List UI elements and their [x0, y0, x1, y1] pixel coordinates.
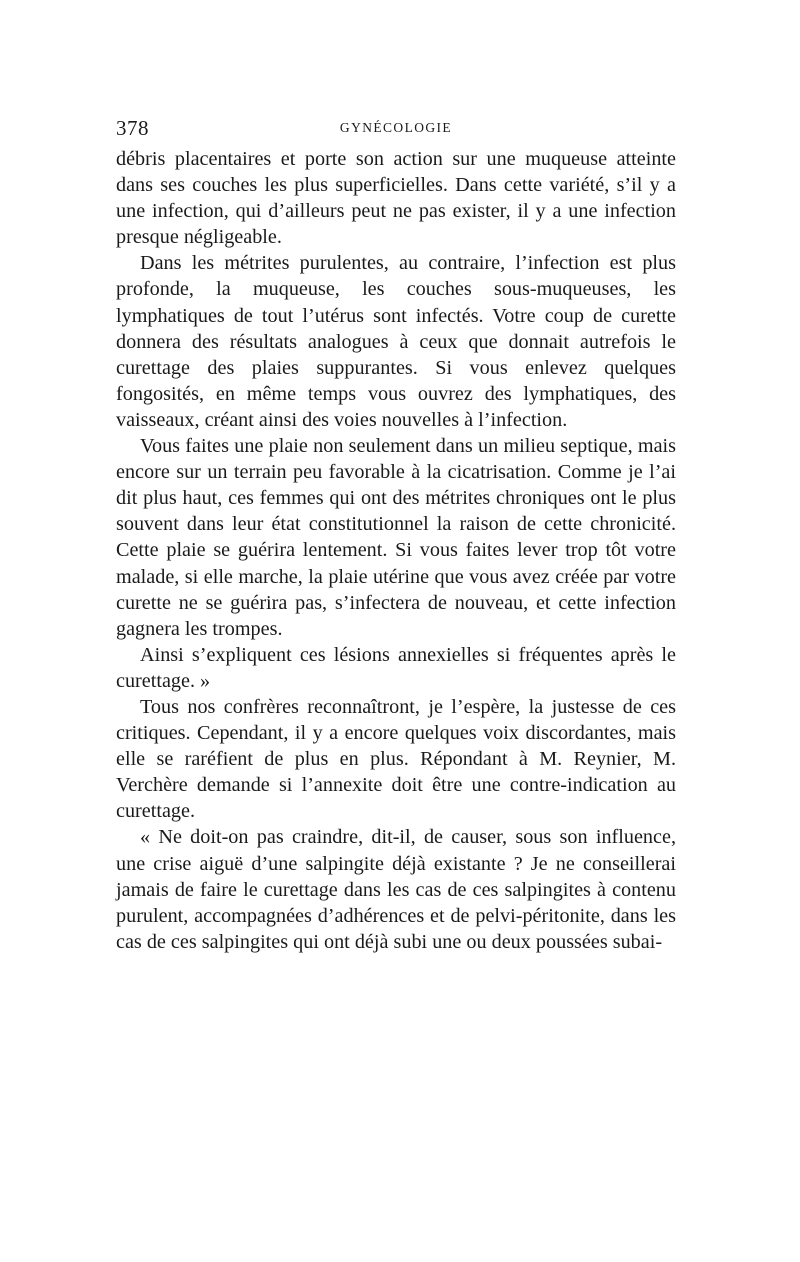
paragraph: Tous nos confrères reconnaîtront, je l’espère, la justesse de ces critiques. Cependant, il y a encore quelques voix discordantes, mais elle se raréfient de plus en plus. Répondant à M. Reynier, M. Verchère demande si l’annexite doit être une contre-indication au curettage. [116, 695, 676, 823]
paragraph: Ainsi s’expliquent ces lésions annexielles si fréquentes après le curettage. » [116, 643, 676, 692]
paragraph: « Ne doit-on pas craindre, dit-il, de causer, sous son influence, une crise aiguë d’une salpingite déjà existante ? Je ne conseillerai jamais de faire le curettage dans les cas de ces salpingites à contenu purulent, accompagnées d’adhérences et de pelvi-péritonite, dans les cas de ces salpingites qui ont déjà subi une ou deux poussées subai- [116, 826, 676, 953]
paragraph-continued: débris placentaires et porte son action sur une muqueuse atteinte dans ses couches les plus superficielles. Dans cette variété, s’il y a une infection, qui d’ailleurs peut ne pas exister, il y a une infection presque négligeable. [116, 148, 676, 249]
paragraph: Vous faites une plaie non seulement dans un milieu septique, mais encore sur un terrain peu favorable à la cicatrisation. Comme je l’ai dit plus haut, ces femmes qui ont des métrites chroniques ont le plus souvent dans leur état constitutionnel la raison de cette chronicité. Cette plaie se guérira lentement. Si vous faites lever trop tôt votre malade, si elle marche, la plaie utérine que vous avez créée par votre curette ne se guérira pas, s’infectera de nouveau, et cette infection gagnera les trompes. [116, 435, 676, 640]
paragraph: Dans les métrites purulentes, au contraire, l’infection est plus profonde, la muqueuse, les couches sous-muqueuses, les lymphatiques de tout l’utérus sont infectés. Votre coup de curette donnera des résultats analogues à ceux que donnait autrefois le curettage des plaies suppurantes. Si vous enlevez quelques fongosités, en même temps vous ouvrez des lymphatiques, des vaisseaux, créant ainsi des voies nouvelles à l’infection. [116, 252, 676, 431]
page-number: 378 [116, 116, 149, 140]
book-page [116, 112, 676, 955]
running-title: GYNÉCOLOGIE [339, 120, 453, 135]
body-text [116, 146, 676, 955]
running-header [116, 112, 676, 146]
